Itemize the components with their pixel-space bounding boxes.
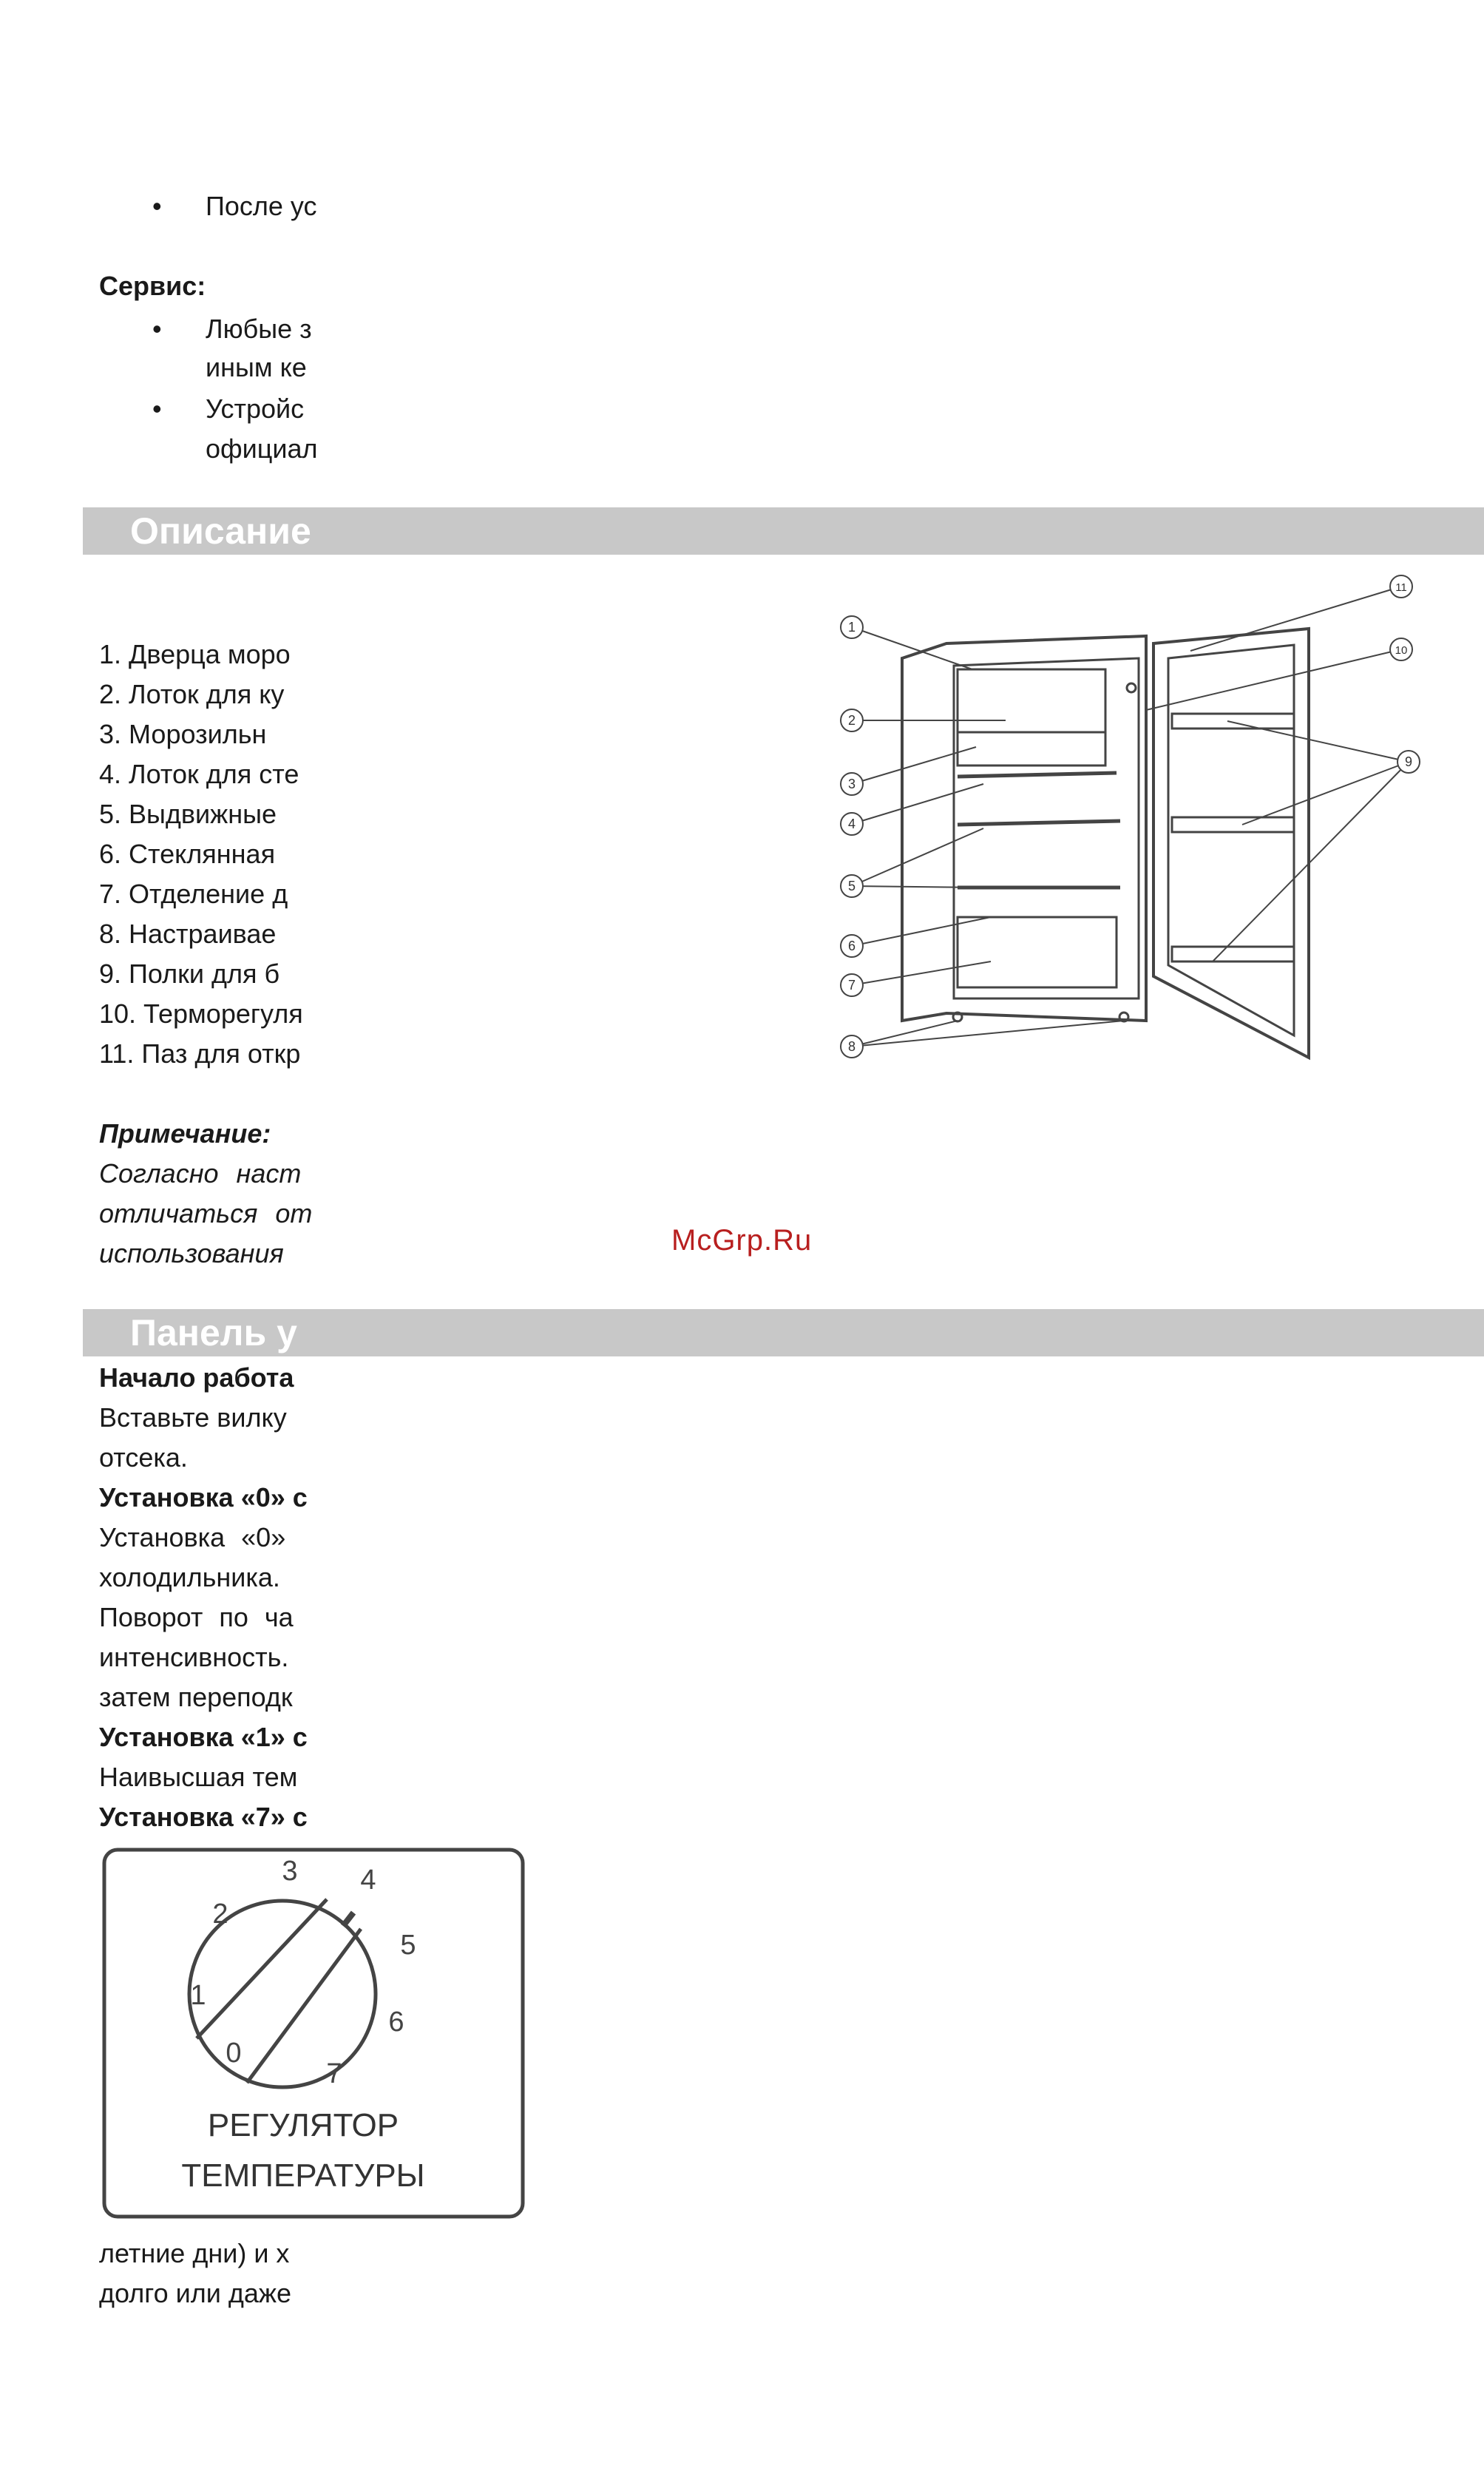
freezer-compartment xyxy=(958,669,1105,765)
callout-5: 5 xyxy=(847,879,856,893)
panel-line: Установка «1» с xyxy=(99,1722,308,1752)
panel-line: Наивысшая тем xyxy=(99,1762,298,1792)
note-line-3: использования xyxy=(99,1238,284,1268)
bullet-dot: • xyxy=(152,191,162,221)
panel-line: Установка «0» с xyxy=(99,1482,308,1512)
panel-line: Установка «7» с xyxy=(99,1802,308,1832)
callout-8: 8 xyxy=(847,1039,856,1054)
dial-number-3: 3 xyxy=(282,1856,298,1887)
dial-number-0: 0 xyxy=(226,2038,242,2069)
fridge-cabinet xyxy=(902,636,1146,1021)
shelf xyxy=(958,821,1120,825)
list-item: 3. Морозильн xyxy=(99,719,267,749)
thermostat-knob xyxy=(1127,683,1136,692)
list-item: 7. Отделение д xyxy=(99,879,288,909)
callout-7: 7 xyxy=(847,978,856,993)
note-heading: Примечание: xyxy=(99,1118,271,1149)
service-bullet-2-line-1: Устройс xyxy=(206,393,305,424)
list-item: 11. Паз для откр xyxy=(99,1038,301,1069)
callout-11: 11 xyxy=(1395,581,1407,594)
dial-number-2: 2 xyxy=(212,1899,228,1930)
section-title-panel: Панель у xyxy=(130,1312,297,1353)
panel-line: затем переподк xyxy=(99,1682,293,1712)
fridge-door xyxy=(1153,629,1309,1058)
service-bullet-1-line-1: Любые з xyxy=(206,314,312,344)
list-item: 10. Терморегуля xyxy=(99,998,303,1029)
service-bullet-2-line-2: официал xyxy=(206,433,318,464)
list-item: 2. Лоток для ку xyxy=(99,679,285,709)
service-heading: Сервис: xyxy=(99,271,206,301)
panel-line: интенсивность. xyxy=(99,1642,289,1672)
list-item: 8. Настраивае xyxy=(99,919,277,949)
panel-line: Начало работа xyxy=(99,1362,294,1393)
section-title-description: Описание xyxy=(130,510,311,552)
callout-6: 6 xyxy=(847,939,856,953)
list-item: 9. Полки для б xyxy=(99,959,280,989)
shelf xyxy=(958,773,1117,777)
list-item: 6. Стеклянная xyxy=(99,839,276,869)
panel-line: отсека. xyxy=(99,1442,188,1473)
door-shelf xyxy=(1172,817,1294,832)
panel-line: Установка «0» xyxy=(99,1522,286,1552)
list-item: 5. Выдвижные xyxy=(99,799,277,829)
panel-line: Вставьте вилку xyxy=(99,1402,287,1433)
callout-4: 4 xyxy=(847,817,856,831)
door-shelf xyxy=(1172,714,1294,729)
bullet-dot: • xyxy=(152,314,162,344)
after-line-1: летние дни) и х xyxy=(99,2238,290,2268)
after-line-2: долго или даже xyxy=(99,2278,291,2308)
watermark: McGrp.Ru xyxy=(671,1224,813,1257)
list-item: 4. Лоток для сте xyxy=(99,759,299,789)
temperature-dial-panel xyxy=(102,1848,525,2219)
top-bullet-text: После ус xyxy=(206,191,317,221)
note-line-2: отличаться от xyxy=(99,1198,313,1228)
dial-number-1: 1 xyxy=(190,1980,206,2011)
service-bullet-1-line-2: иным ке xyxy=(206,352,307,382)
callout-10: 10 xyxy=(1395,644,1408,657)
panel-line: Поворот по ча xyxy=(99,1602,294,1632)
dial-number-4: 4 xyxy=(360,1865,376,1896)
bullet-dot: • xyxy=(152,393,162,424)
callout-3: 3 xyxy=(847,777,856,791)
fridge-inner xyxy=(954,658,1139,998)
dial-number-5: 5 xyxy=(400,1930,416,1961)
panel-line: холодильника. xyxy=(99,1562,280,1592)
list-item: 1. Дверца моро xyxy=(99,639,291,669)
callout-1: 1 xyxy=(847,620,856,635)
note-line-1: Согласно наст xyxy=(99,1158,302,1189)
dial-number-7: 7 xyxy=(326,2058,342,2089)
dial-label-line-2: ТЕМПЕРАТУРЫ xyxy=(181,2157,425,2194)
callout-markers xyxy=(841,575,1420,1058)
callout-9: 9 xyxy=(1404,754,1413,769)
fridge-diagram xyxy=(828,562,1434,1080)
dial-number-6: 6 xyxy=(388,2007,404,2038)
dial-label-line-1: РЕГУЛЯТОР xyxy=(207,2107,399,2143)
door-shelf xyxy=(1172,947,1294,961)
callout-2: 2 xyxy=(847,713,856,728)
crisper-drawer xyxy=(958,917,1117,987)
